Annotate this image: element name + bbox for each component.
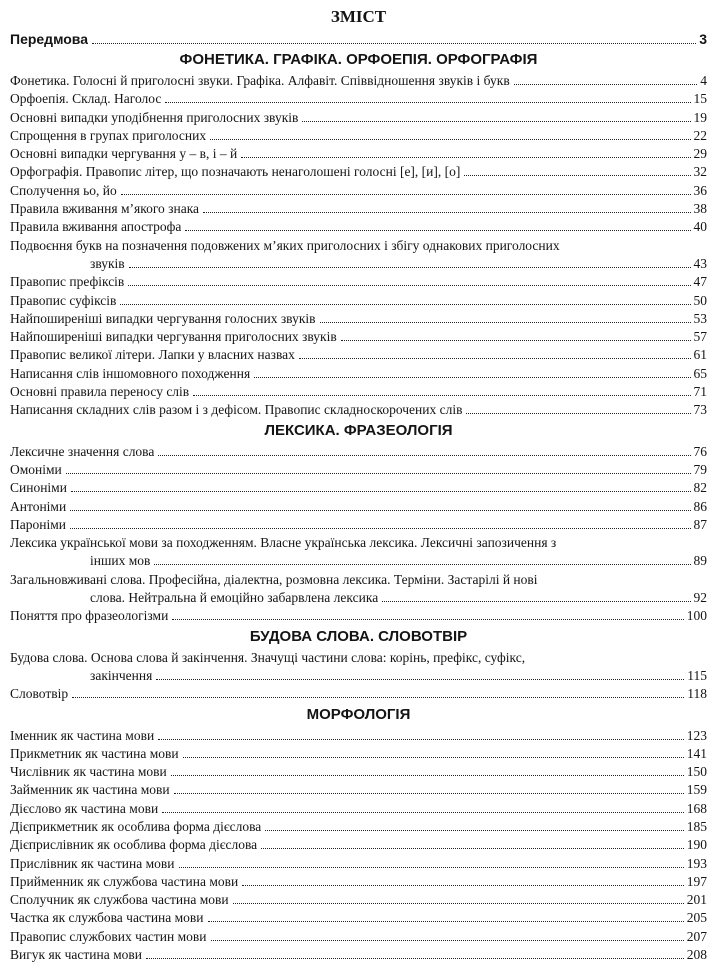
toc-entry-page: 36: [693, 182, 707, 198]
toc-entry-label: Орфографія. Правопис літер, що позначають ненаголошені голосні [е], [и], [о]: [10, 164, 461, 180]
toc-entry-label: Правила вживання м’якого знака: [10, 201, 200, 217]
toc-entry[interactable]: [10, 292, 707, 310]
toc-entry-label: Написання складних слів разом і з дефісом. Правопис складноскорочених слів: [10, 402, 463, 418]
toc-section: [10, 50, 707, 420]
toc-entry-page: 201: [686, 892, 707, 908]
dot-leader: [341, 340, 691, 341]
toc-entry[interactable]: [10, 781, 707, 799]
toc-entry-label: Пароніми: [10, 516, 66, 532]
toc-entry[interactable]: [10, 401, 707, 419]
dot-leader: [66, 473, 691, 474]
dot-leader: [261, 848, 684, 849]
toc-entry-label-line2: закінчення: [90, 667, 153, 683]
toc-entry-label-line1: Будова слова. Основа слова й закінчення. Значущі частини слова: корінь, префікс, суфікс,: [10, 649, 526, 665]
toc-entry[interactable]: [10, 237, 707, 274]
toc-entry-page: 115: [687, 667, 707, 683]
toc-entry-page: 22: [693, 127, 707, 143]
toc-entry-page: 87: [693, 516, 707, 532]
dot-leader: [179, 867, 684, 868]
toc-entry-page: 185: [686, 818, 707, 834]
toc-entry-page: 15: [693, 91, 707, 107]
toc-entry-label: Дієприкметник як особлива форма дієслова: [10, 818, 262, 834]
toc-entry-label: Словотвір: [10, 686, 69, 702]
dot-leader: [208, 921, 684, 922]
toc-entry[interactable]: [10, 571, 707, 608]
dot-leader: [128, 285, 690, 286]
toc-entry-label: Найпоширеніші випадки чергування голосних звуків: [10, 310, 316, 326]
dot-leader: [120, 304, 690, 305]
toc-entry[interactable]: [10, 909, 707, 927]
dot-leader: [464, 175, 690, 176]
dot-leader: [171, 775, 684, 776]
dot-leader: [211, 940, 684, 941]
dot-leader: [320, 322, 691, 323]
toc-entry-label: Синоніми: [10, 480, 67, 496]
toc-entry[interactable]: [10, 200, 707, 218]
dot-leader: [70, 510, 690, 511]
toc-entry-label: Частка як службова частина мови: [10, 910, 204, 926]
toc-entry-page: 207: [686, 928, 707, 944]
toc-entry[interactable]: [10, 365, 707, 383]
toc-entry[interactable]: [10, 461, 707, 479]
dot-leader: [162, 812, 684, 813]
dot-leader: [514, 84, 698, 85]
toc-entry-label-line1: Подвоєння букв на позначення подовжених м’яких приголосних і збігу однакових приголосних: [10, 237, 560, 253]
toc-entry-page: 40: [693, 219, 707, 235]
toc-entry[interactable]: [10, 127, 707, 145]
dot-leader: [210, 139, 690, 140]
toc-entry-page: 61: [693, 347, 707, 363]
toc-entry[interactable]: [10, 516, 707, 534]
toc-entry-row: [10, 589, 707, 607]
toc-entry-page: 92: [693, 590, 707, 606]
dot-leader: [254, 377, 690, 378]
toc-entry-page: 118: [687, 686, 707, 702]
toc-entry[interactable]: [10, 763, 707, 781]
toc-entry[interactable]: [10, 145, 707, 163]
toc-entry-label: Сполучення ьо, йо: [10, 182, 117, 198]
toc-entry-label: Дієприслівник як особлива форма дієслова: [10, 837, 258, 853]
section-heading: ЛЕКСИКА. ФРАЗЕОЛОГІЯ: [264, 421, 453, 439]
dot-leader: [146, 958, 684, 959]
dot-leader: [158, 455, 690, 456]
toc-entry-label-line2: інших мов: [90, 553, 151, 569]
toc-entry-label: Поняття про фразеологізми: [10, 608, 169, 624]
toc-entry-row: [10, 255, 707, 273]
toc-entry-page: 86: [693, 498, 707, 514]
toc-entry[interactable]: [10, 72, 707, 90]
dot-leader: [203, 212, 690, 213]
toc-entry[interactable]: [10, 310, 707, 328]
toc-entry[interactable]: [10, 90, 707, 108]
dot-leader: [165, 102, 690, 103]
dot-leader: [70, 528, 691, 529]
toc-entry[interactable]: [10, 534, 707, 571]
toc-entry-page: 208: [686, 947, 707, 963]
toc-entry-label: Основні випадки чергування у – в, і – й: [10, 146, 238, 162]
dot-leader: [185, 230, 690, 231]
toc-entry[interactable]: [10, 891, 707, 909]
toc-entry[interactable]: [10, 873, 707, 891]
section-heading: МОРФОЛОГІЯ: [306, 705, 411, 723]
toc-entry-label: Сполучник як службова частина мови: [10, 892, 229, 908]
dot-leader: [466, 413, 690, 414]
toc-entry[interactable]: [10, 800, 707, 818]
toc-entry-label: Написання слів іншомовного походження: [10, 365, 251, 381]
dot-leader: [158, 739, 684, 740]
dot-leader: [121, 194, 691, 195]
dot-leader: [302, 121, 690, 122]
toc-entry-page: 205: [686, 910, 707, 926]
dot-leader: [242, 885, 684, 886]
toc-entry[interactable]: [10, 727, 707, 745]
toc-entry-page: 65: [693, 365, 707, 381]
toc-entry-page: 43: [693, 255, 707, 271]
toc-entry-label-line1: Загальновживані слова. Професійна, діалектна, розмовна лексика. Терміни. Застарілі й нові: [10, 571, 538, 587]
toc-entry-page: 193: [686, 855, 707, 871]
toc-entry-label: Правопис великої літери. Лапки у власних назвах: [10, 347, 295, 363]
toc-entry-label: Лексичне значення слова: [10, 443, 155, 459]
toc-entry-label: Фонетика. Голосні й приголосні звуки. Графіка. Алфавіт. Співвідношення звуків і букв: [10, 73, 510, 88]
dot-leader: [233, 903, 684, 904]
toc-entry-label: Спрощення в групах приголосних: [10, 127, 207, 143]
toc-entry[interactable]: [10, 928, 707, 946]
toc-entry-page: 159: [686, 782, 707, 798]
toc-entry-page: 123: [686, 727, 707, 743]
toc-entry-label: Прикметник як частина мови: [10, 745, 179, 761]
toc-entry-page: 190: [686, 837, 707, 853]
dot-leader: [172, 619, 683, 620]
toc-entry-label: Займенник як частина мови: [10, 782, 170, 798]
dot-leader: [129, 267, 691, 268]
toc-entry-label-line2: звуків: [90, 255, 125, 271]
toc-entry-row: [10, 552, 707, 570]
section-heading: БУДОВА СЛОВА. СЛОВОТВІР: [249, 627, 468, 645]
toc-entry-label-line1: Лексика української мови за походженням. Власне українська лексика. Лексичні запозичення з: [10, 535, 557, 551]
toc-entry-page: 29: [693, 146, 707, 162]
dot-leader: [154, 564, 690, 565]
toc-entry-label: Основні випадки уподібнення приголосних звуків: [10, 109, 299, 125]
dot-leader: [193, 395, 690, 396]
toc-entry-page: 3: [699, 31, 707, 47]
toc-entry-page: 100: [686, 608, 707, 624]
dot-leader: [174, 793, 684, 794]
toc-entry[interactable]: [10, 649, 707, 686]
toc-entry-label: Правопис службових частин мови: [10, 928, 207, 944]
dot-leader: [265, 830, 683, 831]
toc-entry-preface[interactable]: [10, 30, 707, 48]
toc-section: [10, 421, 707, 626]
toc-entry-page: 141: [686, 745, 707, 761]
toc-entry[interactable]: [10, 443, 707, 461]
toc-entry-page: 57: [693, 329, 707, 345]
toc-entry[interactable]: [10, 346, 707, 364]
toc-entry[interactable]: [10, 383, 707, 401]
toc-entry[interactable]: [10, 109, 707, 127]
toc-entry-page: 53: [693, 310, 707, 326]
toc-entry-label: Правила вживання апострофа: [10, 219, 182, 235]
toc-entry[interactable]: [10, 479, 707, 497]
toc-entry-label: Найпоширеніші випадки чергування приголосних звуків: [10, 329, 337, 345]
dot-leader: [241, 157, 690, 158]
dot-leader: [92, 43, 696, 44]
dot-leader: [72, 697, 684, 698]
toc-section: [10, 627, 707, 704]
toc-entry-page: 82: [693, 480, 707, 496]
toc-entry[interactable]: [10, 218, 707, 236]
toc-entry-label: Прийменник як службова частина мови: [10, 873, 239, 889]
toc-entry-page: 47: [693, 274, 707, 290]
toc-entry-page: 71: [693, 384, 707, 400]
toc-entry-label-line2: слова. Нейтральна й емоційно забарвлена лексика: [90, 590, 379, 606]
toc-entry-page: 89: [693, 553, 707, 569]
toc-entry-label: Правопис префіксів: [10, 274, 125, 290]
toc-entry-page: 38: [693, 201, 707, 217]
toc-entry-label: Дієслово як частина мови: [10, 800, 159, 816]
toc-entry-page: 150: [686, 764, 707, 780]
dot-leader: [382, 601, 690, 602]
toc-entry[interactable]: [10, 855, 707, 873]
toc-entry-label: Іменник як частина мови: [10, 727, 155, 743]
toc-entry-page: 4: [700, 73, 707, 88]
toc-entry-page: 50: [693, 292, 707, 308]
toc-entry-label: Антоніми: [10, 498, 67, 514]
toc-entry[interactable]: [10, 498, 707, 516]
toc-entry-page: 32: [693, 164, 707, 180]
dot-leader: [183, 757, 684, 758]
toc-entry[interactable]: [10, 163, 707, 181]
toc-entry[interactable]: [10, 818, 707, 836]
toc-entry[interactable]: [10, 273, 707, 291]
toc-entry-label: Основні правила переносу слів: [10, 384, 190, 400]
toc-entry-label: Правопис суфіксів: [10, 292, 117, 308]
toc-entry[interactable]: [10, 607, 707, 625]
dot-leader: [156, 679, 684, 680]
toc-entry-label: Прислівник як частина мови: [10, 855, 175, 871]
toc-entry-page: 76: [693, 443, 707, 459]
toc-entry-row: [10, 667, 707, 685]
dot-leader: [71, 491, 691, 492]
toc-entry-label: Передмова: [10, 31, 89, 47]
toc-entry-page: 19: [693, 109, 707, 125]
toc-entry[interactable]: [10, 328, 707, 346]
section-heading: ФОНЕТИКА. ГРАФІКА. ОРФОЕПІЯ. ОРФОГРАФІЯ: [179, 51, 538, 68]
toc-entry[interactable]: [10, 182, 707, 200]
toc-sections: [10, 50, 707, 964]
toc-entry-label: Вигук як частина мови: [10, 947, 142, 963]
toc-entry[interactable]: [10, 946, 707, 964]
page-title: ЗМІСТ: [330, 7, 387, 26]
toc-entry[interactable]: [10, 836, 707, 854]
dot-leader: [299, 358, 691, 359]
toc-entry-page: 79: [693, 461, 707, 477]
toc-entry-page: 73: [693, 402, 707, 418]
toc-entry[interactable]: [10, 685, 707, 703]
toc-entry-page: 168: [686, 800, 707, 816]
toc-section: [10, 705, 707, 965]
toc-entry-page: 197: [686, 873, 707, 889]
toc-entry-label: Орфоепія. Склад. Наголос: [10, 91, 162, 107]
toc-entry-label: Омоніми: [10, 461, 62, 477]
toc-entry-label: Числівник як частина мови: [10, 764, 167, 780]
toc-entry[interactable]: [10, 745, 707, 763]
